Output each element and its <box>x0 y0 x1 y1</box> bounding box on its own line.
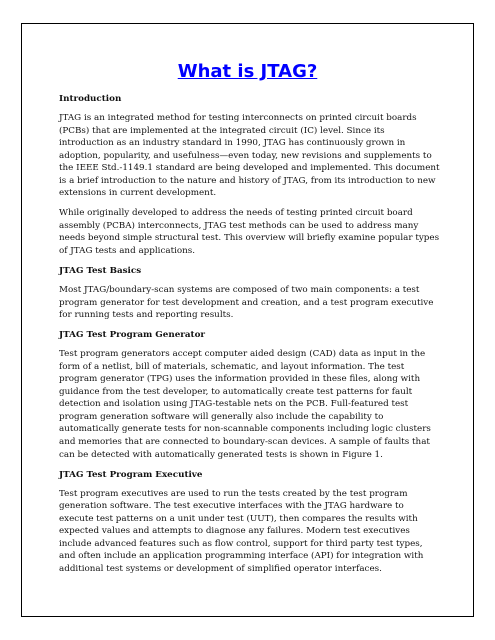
document-body <box>59 93 441 583</box>
section-introduction <box>59 93 441 258</box>
section-paragraph: Test program generators accept computer aided design (CAD) data as input in the form of a netlist, bill of materials, schematic, and layout information. The test program generator (TPG) uses the information provided in these files, along with guidance from the test developer, to automatically create test patterns for fault detection and isolation using JTAG-testable nets on the PCB. Full-featured test program generation software will generally also include the capability to automatically generate tests for non-scannable components including logic clusters and memories that are connected to boundary-scan devices. A sample of faults that can be detected with automatically generated tests is shown in Figure 1. <box>59 349 431 460</box>
section-jtag-test-basics <box>59 265 441 322</box>
section-heading: JTAG Test Program Executive <box>59 469 203 480</box>
section-paragraph: Test program executives are used to run the tests created by the test program generation software. The test executive interfaces with the JTAG hardware to execute test patterns on a unit under test (UUT), then compares the results with expected values and attempts to diagnose any failures. Modern test executives include advanced features such as flow control, support for third party test types, and often include an application programming interface (API) for integration with additional test systems or development of simplified operator interfaces. <box>59 488 424 574</box>
section-heading: JTAG Test Basics <box>59 266 142 277</box>
section-test-program-executive <box>59 469 441 576</box>
section-paragraph: JTAG is an integrated method for testing interconnects on printed circuit boards (PCBs) that are implemented at the integrated circuit (IC) level. Since its introduction as an industry standard in 1990, JTAG has continuously grown in adoption, popularity, and usefulness—even today, new revisions and supplements to the IEEE Std.-1149.1 standard are being developed and implemented. This document is a brief introduction to the nature and history of JTAG, from its introduction to new extensions in current development. <box>59 113 440 199</box>
section-heading: JTAG Test Program Generator <box>59 330 206 341</box>
section-paragraph: Most JTAG/boundary-scan systems are composed of two main components: a test program generator for test development and creation, and a test program executive for running tests and reporting results. <box>59 285 434 321</box>
document-title: What is JTAG? <box>177 61 318 82</box>
section-test-program-generator <box>59 329 441 461</box>
section-heading: Introduction <box>59 94 122 104</box>
section-paragraph: While originally developed to address the needs of testing printed circuit board assembly (PCBA) interconnects, JTAG test methods can be used to address many needs beyond simple structural test. This overview will briefly examine popular types of JTAG tests and applications. <box>59 208 440 256</box>
